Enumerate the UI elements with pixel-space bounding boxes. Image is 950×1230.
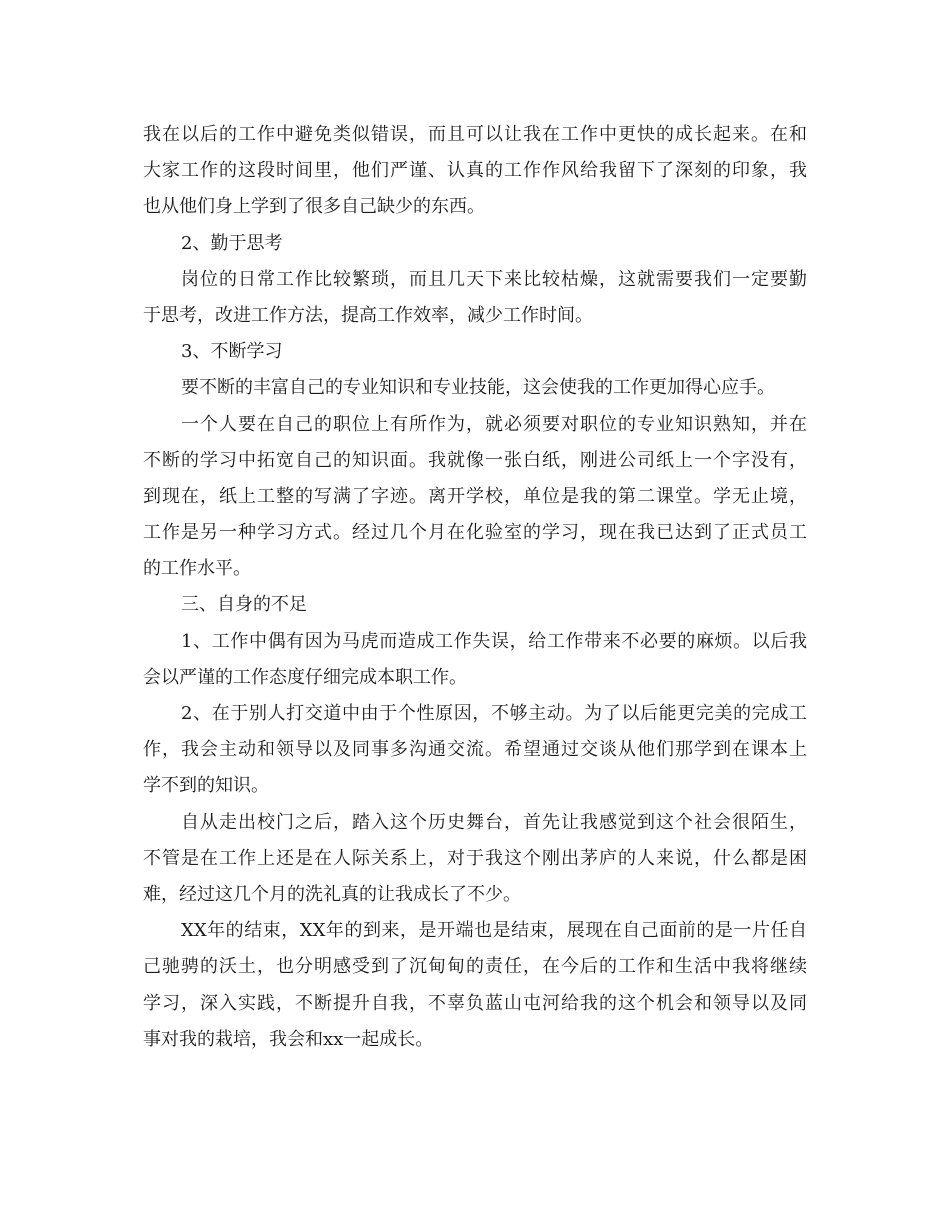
text-line: 事对我的栽培，我会和xx一起成长。: [143, 1028, 434, 1050]
text-line: 1、工作中偶有因为马虎而造成工作失误，给工作带来不必要的麻烦。以后我: [181, 630, 807, 652]
text-line: 工作是另一种学习方式。经过几个月在化验室的学习，现在我已达到了正式员工: [143, 522, 807, 544]
section-heading: 三、自身的不足: [181, 594, 307, 616]
text-line: 我在以后的工作中避免类似错误，而且可以让我在工作中更快的成长起来。在和: [143, 124, 807, 145]
section-heading: 3、不断学习: [181, 341, 283, 363]
text-line: 岗位的日常工作比较繁琐，而且几天下来比较枯燥，这就需要我们一定要勤: [181, 268, 807, 290]
text-line: 要不断的丰富自己的专业知识和专业技能，这会使我的工作更加得心应手。: [181, 377, 775, 399]
text-line: 己驰骋的沃土，也分明感受到了沉甸甸的责任，在今后的工作和生活中我将继续: [143, 956, 807, 978]
text-line: 作，我会主动和领导以及同事多沟通交流。希望通过交谈从他们那学到在课本上: [143, 739, 807, 761]
text-line: 会以严谨的工作态度仔细完成本职工作。: [143, 666, 467, 688]
text-line: 一个人要在自己的职位上有所作为，就必须要对职位的专业知识熟知，并在: [181, 413, 807, 435]
text-line: 于思考，改进工作方法，提高工作效率，减少工作时间。: [143, 304, 593, 326]
text-line: 2、在于别人打交道中由于个性原因，不够主动。为了以后能更完美的完成工: [181, 703, 807, 724]
text-line: 难，经过这几个月的洗礼真的让我成长了不少。: [143, 883, 521, 905]
text-line: 大家工作的这段时间里，他们严谨、认真的工作作风给我留下了深刻的印象，我: [143, 160, 807, 182]
text-line: 学习，深入实践，不断提升自我，不辜负蓝山屯河给我的这个机会和领导以及同: [143, 992, 807, 1014]
text-line: 不断的学习中拓宽自己的知识面。我就像一张白纸，刚进公司纸上一个字没有，: [143, 449, 807, 471]
text-line: 自从走出校门之后，踏入这个历史舞台，首先让我感觉到这个社会很陌生，: [181, 811, 807, 833]
document-body: [143, 117, 807, 1058]
text-line: XX年的结束，XX年的到来，是开端也是结束，展现在自己面前的是一片任自: [181, 920, 807, 942]
text-line: 也从他们身上学到了很多自己缺少的东西。: [143, 196, 485, 218]
section-heading: 2、勤于思考: [181, 232, 283, 254]
text-line: 的工作水平。: [143, 558, 251, 580]
text-line: 不管是在工作上还是在人际关系上，对于我这个刚出茅庐的人来说，什么都是困: [143, 847, 807, 869]
text-line: 学不到的知识。: [143, 775, 269, 797]
text-line: 到现在，纸上工整的写满了字迹。离开学校，单位是我的第二课堂。学无止境，: [143, 485, 807, 507]
